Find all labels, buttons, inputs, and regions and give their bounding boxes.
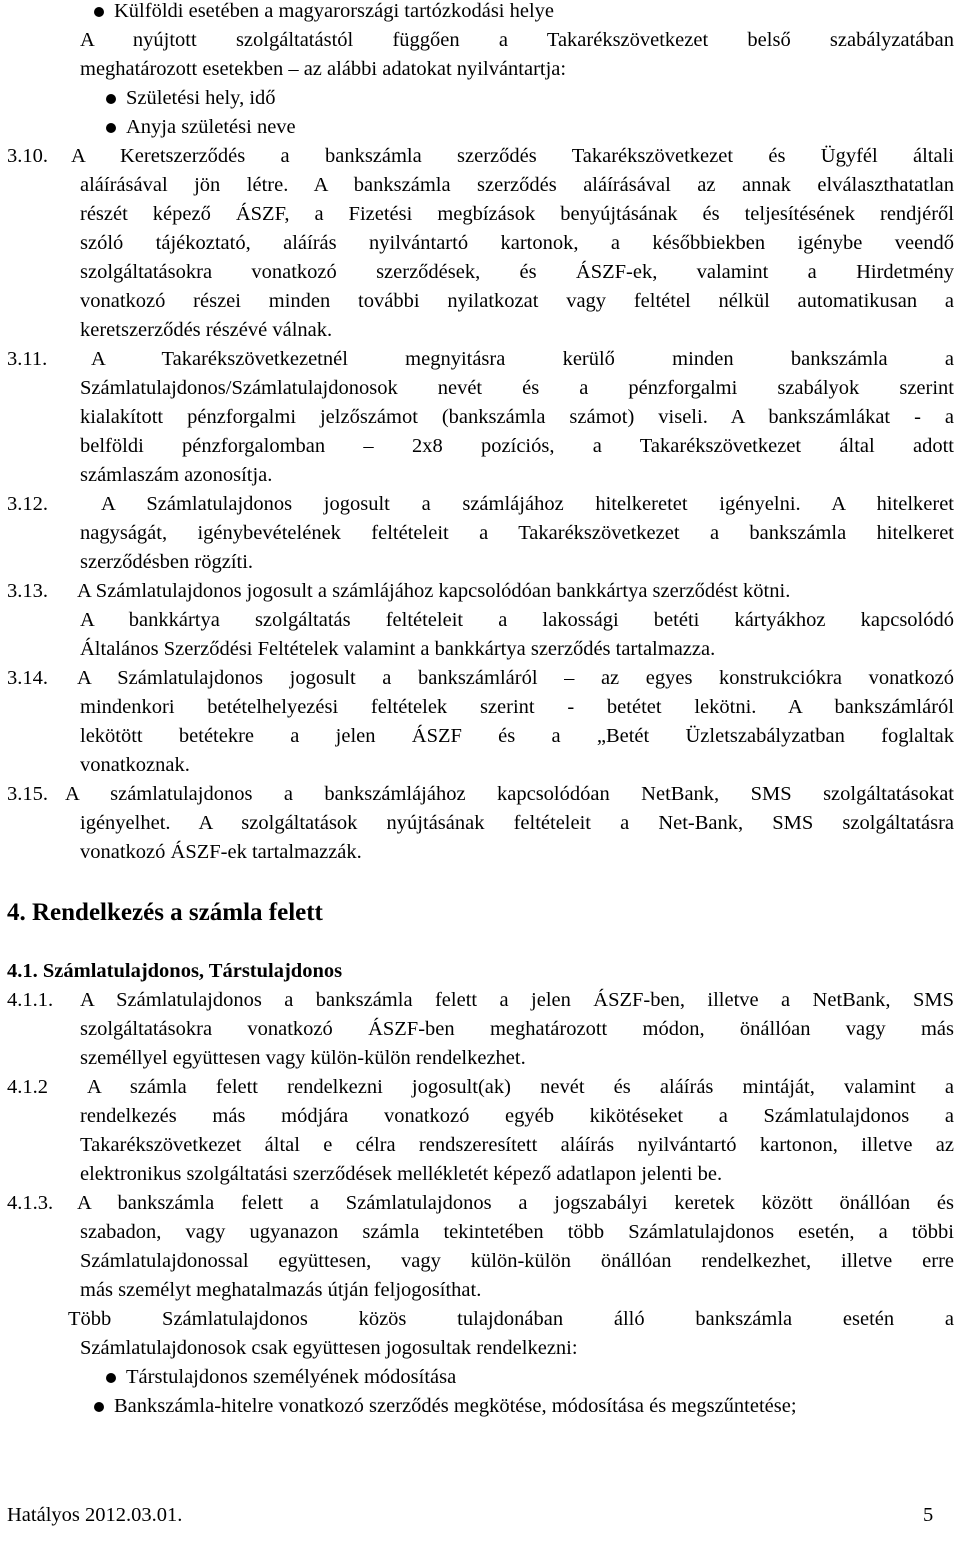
section-4-1-2-line: elektronikus szolgáltatási szerződések mellékletét képező adatlapon jelenti be.	[80, 1163, 723, 1185]
multi-owner-line: Több Számlatulajdonos közös tulajdonában álló bankszámla esetén a	[68, 1308, 954, 1330]
bullet-dot	[106, 123, 116, 133]
footer-effective-date: Hatályos 2012.03.01.	[7, 1504, 183, 1526]
section-number: 4.1.2	[7, 1076, 48, 1098]
bullet-birth: Születési hely, idő	[126, 87, 276, 109]
section-3-15-line: A számlatulajdonos a bankszámlájához kapcsolódóan NetBank, SMS szolgáltatásokat	[65, 783, 954, 805]
bullet-co-owner: Társtulajdonos személyének módosítása	[126, 1366, 457, 1388]
section-4-1-3-line: más személyt meghatalmazás útján feljogosíthat.	[80, 1279, 482, 1301]
section-3-14-line: A Számlatulajdonos jogosult a bankszámláról – az egyes konstrukciókra vonatkozó	[77, 667, 954, 689]
section-3-10-line: vonatkozó részei minden további nyilatkozat vagy feltétel nélkül automatikusan a	[80, 290, 954, 312]
section-3-11-line: belföldi pénzforgalomban – 2x8 pozíciós, a Takarékszövetkezet által adott	[80, 435, 954, 457]
section-3-12-line: A Számlatulajdonos jogosult a számlájához hitelkeretet igényelni. A hitelkeret	[101, 493, 954, 515]
section-number: 4.1.3.	[7, 1192, 54, 1214]
section-3-10-line: A Keretszerződés a bankszámla szerződés Takarékszövetkezet és Ügyfél általi	[71, 145, 954, 167]
section-number: 3.15.	[7, 783, 48, 805]
section-3-11-line: A Takarékszövetkezetnél megnyitásra kerülő minden bankszámla a	[91, 348, 954, 370]
section-number: 4.1.1.	[7, 989, 54, 1011]
bullet-mother: Anyja születési neve	[126, 116, 296, 138]
section-3-10-line: szóló tájékoztató, aláírás nyilvántartó kartonok, a későbbiekben igénybe veendő	[80, 232, 954, 254]
section-4-1-3-line: szabadon, vagy ugyanazon számla tekintetében több Számlatulajdonos esetén, a többi	[80, 1221, 954, 1243]
section-4-1-1-line: szolgáltatásokra vonatkozó ÁSZF-ben meghatározott módon, önállóan vagy más	[80, 1018, 954, 1040]
section-3-10-line: aláírásával jön létre. A bankszámla szerződés aláírásával az annak elválaszthatatlan	[80, 174, 954, 196]
section-3-15-line: igényelhet. A szolgáltatások nyújtásának feltételeit a Net-Bank, SMS szolgáltatásra	[80, 812, 954, 834]
section-number: 3.14.	[7, 667, 48, 689]
section-3-15-line: vonatkozó ÁSZF-ek tartalmazzák.	[80, 841, 362, 863]
bullet-dot	[94, 1402, 104, 1412]
bullet-abroad: Külföldi esetében a magyarországi tartózkodási helye	[114, 0, 555, 22]
section-4-1-2-line: rendelkezés más módjára vonatkozó egyéb kikötéseket a Számlatulajdonos a	[80, 1105, 954, 1127]
section-3-11-line: kialakított pénzforgalmi jelzőszámot (bankszámla számot) viseli. A bankszámlákat - a	[80, 406, 954, 428]
bullet-dot	[94, 7, 104, 17]
section-3-13-line: A bankkártya szolgáltatás feltételeit a lakossági betéti kártyákhoz kapcsolódó	[80, 609, 954, 631]
bullet-credit-contract: Bankszámla-hitelre vonatkozó szerződés megkötése, módosítása és megszűntetése;	[114, 1395, 797, 1417]
section-3-11-line: számlaszám azonosítja.	[80, 464, 273, 486]
footer-page-number: 5	[923, 1504, 934, 1526]
section-4-1-3-line: Számlatulajdonossal együttesen, vagy külön-külön önállóan rendelkezhet, illetve erre	[80, 1250, 954, 1272]
heading-4: 4. Rendelkezés a számla felett	[7, 899, 323, 926]
section-3-11-line: Számlatulajdonos/Számlatulajdonosok nevét és a pénzforgalmi szabályok szerint	[80, 377, 954, 399]
bullet-dot	[106, 94, 116, 104]
multi-owner-line: Számlatulajdonosok csak együttesen jogosultak rendelkezni:	[80, 1337, 578, 1359]
section-3-13-line: Általános Szerződési Feltételek valamint a bankkártya szerződés tartalmazza.	[80, 638, 716, 660]
section-3-14-line: lekötött betétekre a jelen ÁSZF és a „Betét Üzletszabályzatban foglaltak	[80, 725, 954, 747]
section-number: 3.10.	[7, 145, 48, 167]
section-3-14-line: vonatkoznak.	[80, 754, 190, 776]
section-3-12-line: szerződésben rögzíti.	[80, 551, 254, 573]
section-3-10-line: keretszerződés részévé válnak.	[80, 319, 333, 341]
intro-paragraph-line: meghatározott esetekben – az alábbi adatokat nyilvántartja:	[80, 58, 567, 80]
bullet-dot	[106, 1373, 116, 1383]
section-3-10-line: részét képező ÁSZF, a Fizetési megbízások benyújtásának és teljesítésének rendjéről	[80, 203, 954, 225]
section-4-1-1-line: A Számlatulajdonos a bankszámla felett a jelen ÁSZF-ben, illetve a NetBank, SMS	[80, 989, 954, 1011]
section-4-1-3-line: A bankszámla felett a Számlatulajdonos a jogszabályi keretek között önállóan és	[77, 1192, 954, 1214]
section-4-1-2-line: A számla felett rendelkezni jogosult(ak) nevét és aláírás mintáját, valamint a	[87, 1076, 954, 1098]
section-number: 3.12.	[7, 493, 48, 515]
section-4-1-2-line: Takarékszövetkezet által e célra rendszeresített aláírás nyilvántartó kartonon, illetve az	[80, 1134, 954, 1156]
heading-4-1: 4.1. Számlatulajdonos, Társtulajdonos	[7, 960, 343, 982]
section-number: 3.11.	[7, 348, 48, 370]
intro-paragraph-line: A nyújtott szolgáltatástól függően a Takarékszövetkezet belső szabályzatában	[80, 29, 954, 51]
section-3-14-line: mindenkori betételhelyezési feltételek szerint - betétet lekötni. A bankszámláról	[80, 696, 954, 718]
section-number: 3.13.	[7, 580, 48, 602]
section-3-12-line: nagyságát, igénybevételének feltételeit a Takarékszövetkezet a bankszámla hitelkeret	[80, 522, 954, 544]
section-3-10-line: szolgáltatásokra vonatkozó szerződések, és ÁSZF-ek, valamint a Hirdetmény	[80, 261, 954, 283]
section-3-13-line: A Számlatulajdonos jogosult a számlájához kapcsolódóan bankkártya szerződést kötni.	[77, 580, 791, 602]
section-4-1-1-line: személlyel együttesen vagy külön-külön rendelkezhet.	[80, 1047, 526, 1069]
